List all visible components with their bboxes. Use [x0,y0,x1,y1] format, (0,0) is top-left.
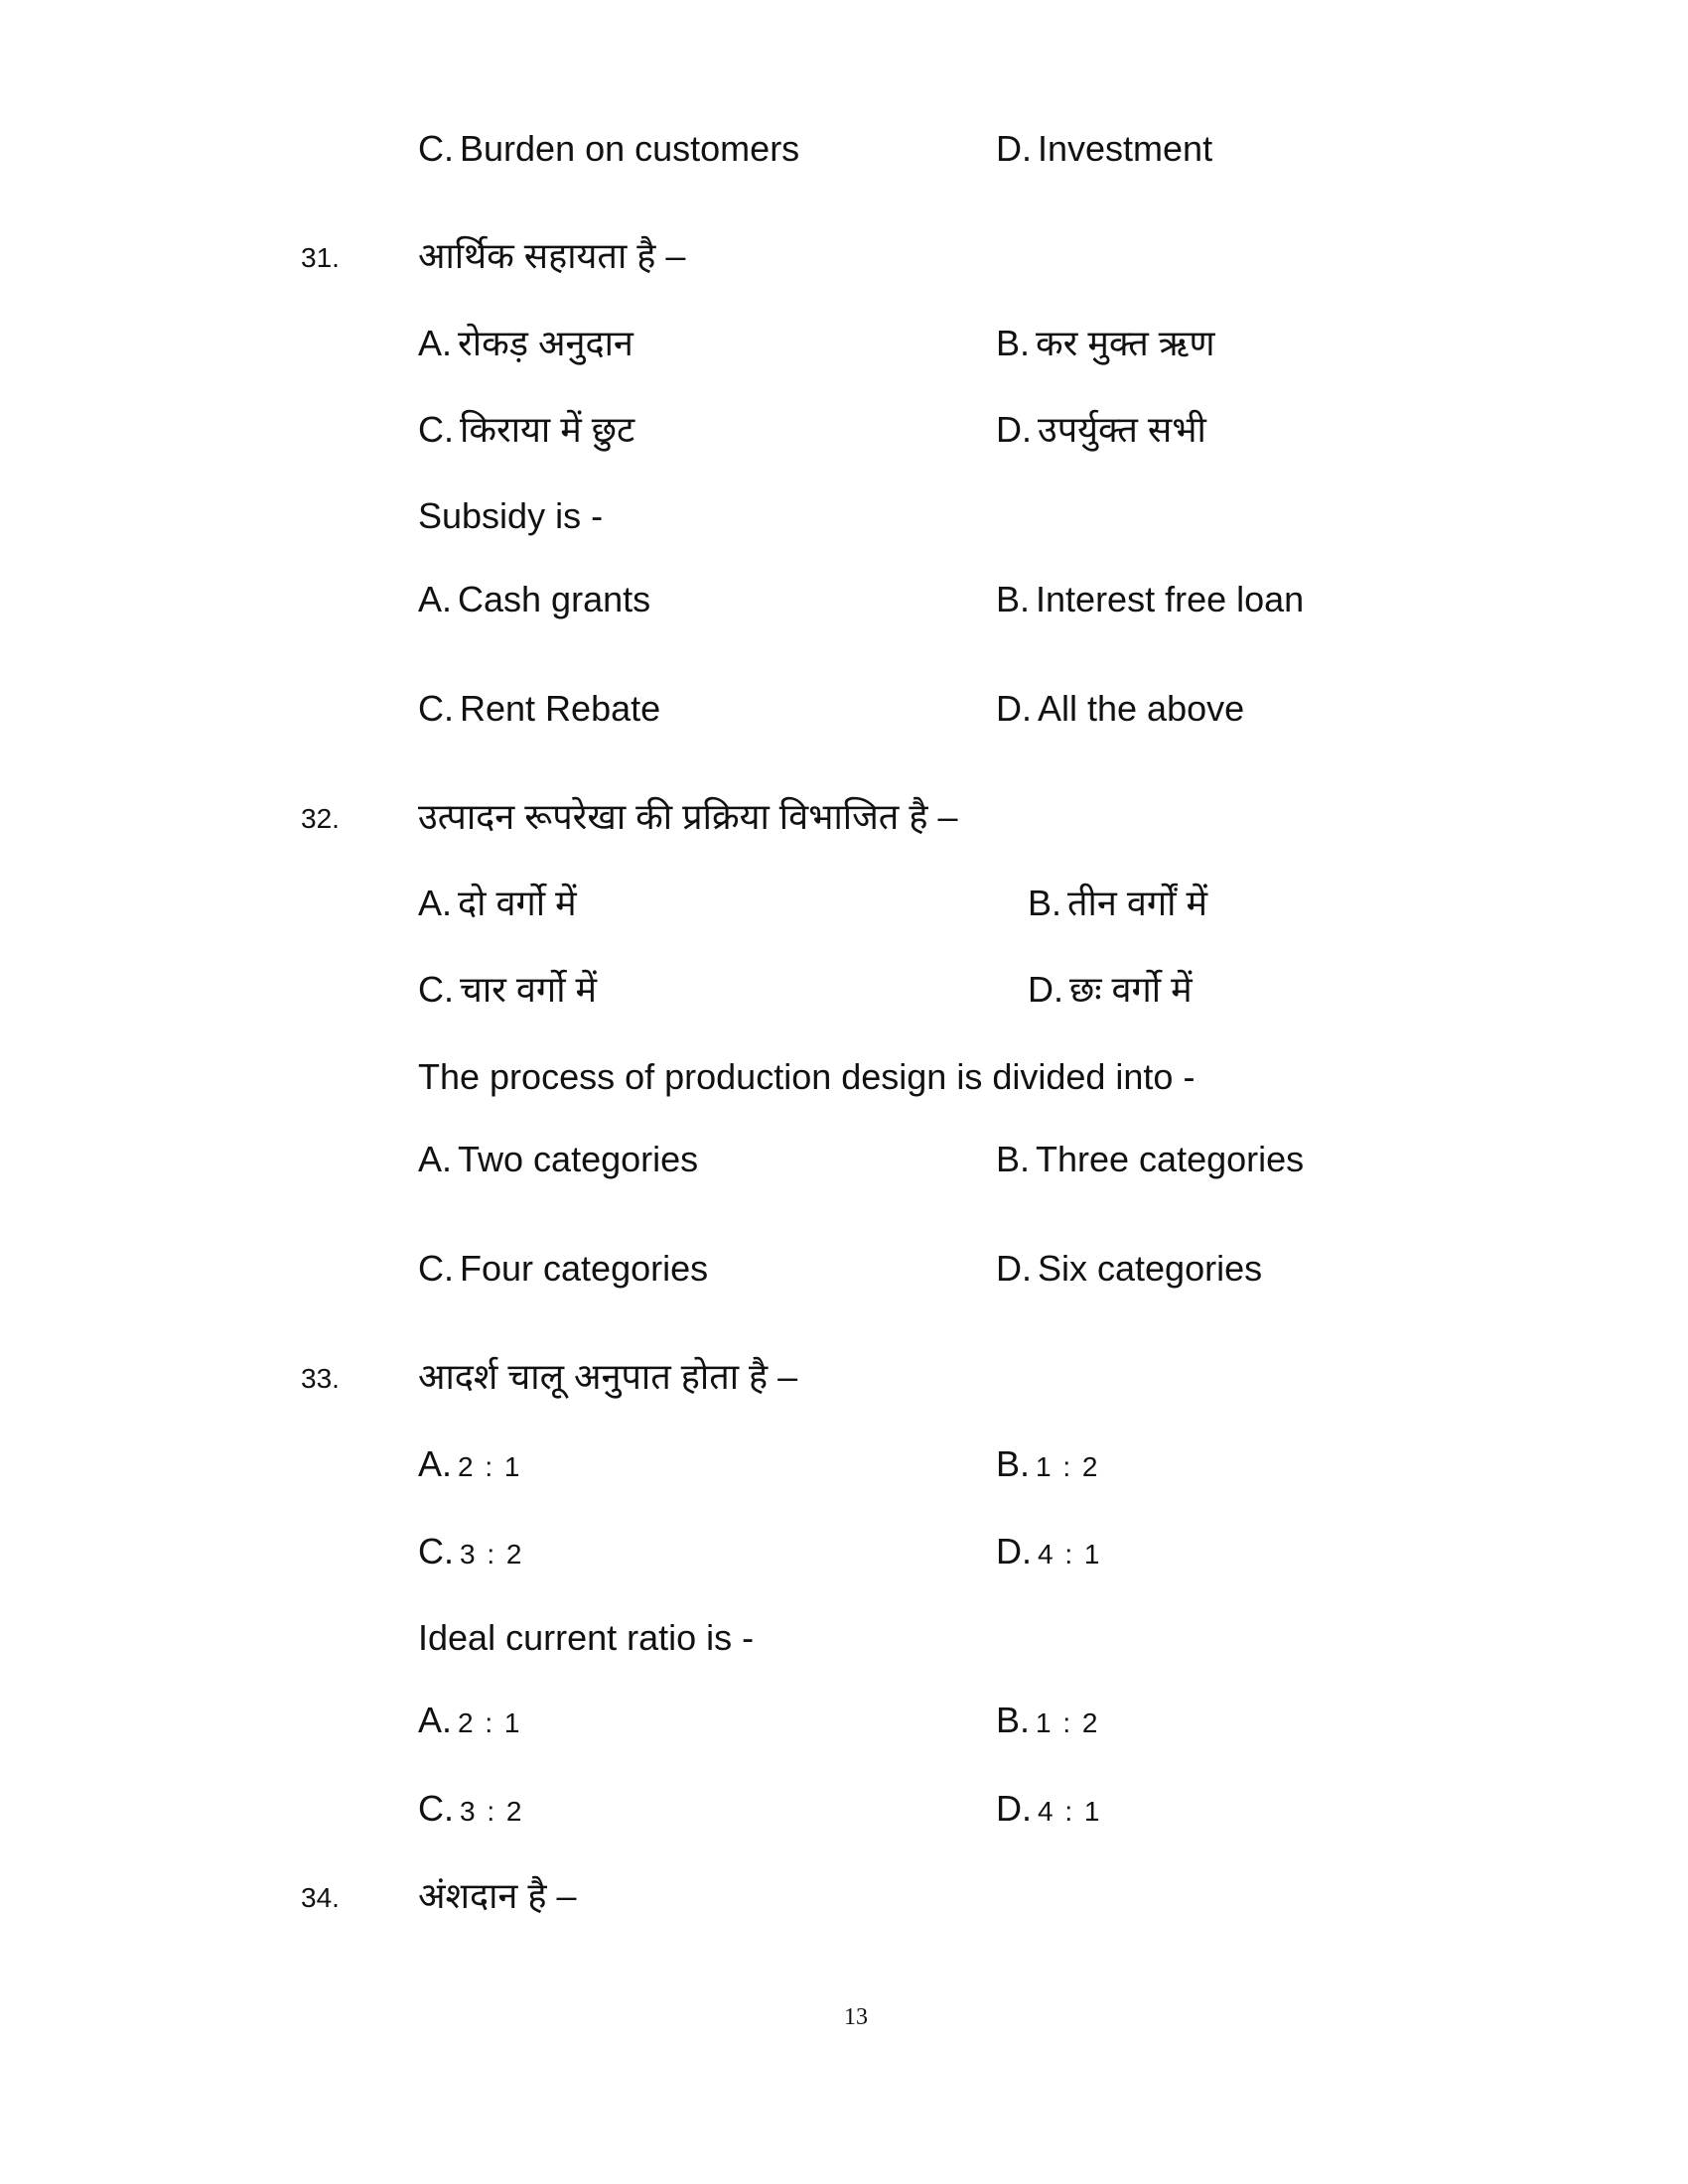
option-letter: A. [418,1700,453,1740]
question-number-33: 33. [301,1363,340,1394]
option-text: कर मुक्त ऋण [1036,323,1215,363]
question-31-english-prompt: Subsidy is - [418,495,604,536]
option-text: Four categories [460,1248,709,1289]
option-text: Rent Rebate [460,688,661,729]
q33-hindi-option-b [996,1442,1100,1489]
option-letter: C. [418,1531,454,1571]
option-text: उपर्युक्त सभी [1038,409,1206,450]
option-letter: C. [418,969,454,1010]
q33-hindi-option-a [418,1442,522,1489]
option-letter: C. [418,409,454,450]
option-text: किराया में छुट [460,409,635,450]
option-text: तीन वर्गों में [1067,883,1207,923]
q33-english-option-a [418,1699,522,1745]
question-31-hindi-prompt: आर्थिक सहायता है – [418,235,686,276]
option-letter: A. [418,1443,453,1484]
option-text: 1 : 2 [1036,1707,1100,1738]
option-text: 3 : 2 [460,1796,524,1827]
option-d-prev [996,127,1212,171]
option-text: चार वर्गो में [460,969,598,1010]
option-letter: A. [418,579,453,619]
option-text: Two categories [458,1139,699,1179]
option-letter: C. [418,128,454,169]
option-text: Cash grants [458,579,651,619]
option-text: दो वर्गो में [458,883,577,923]
q31-hindi-option-a [418,322,633,365]
q31-hindi-option-c [418,408,634,452]
option-text: 3 : 2 [460,1539,524,1570]
option-letter: A. [418,883,453,923]
option-text: Three categories [1036,1139,1305,1179]
q32-hindi-option-d [1028,968,1193,1012]
q33-english-option-b [996,1699,1100,1745]
option-text: All the above [1038,688,1245,729]
option-text: Six categories [1038,1248,1263,1289]
option-text: Interest free loan [1036,579,1305,619]
option-c-prev [418,127,799,171]
option-text: Burden on customers [460,128,800,169]
q32-hindi-option-c [418,968,597,1012]
option-letter: B. [996,323,1031,363]
option-letter: D. [996,1788,1032,1829]
option-letter: D. [996,688,1032,729]
q31-hindi-option-d [996,408,1206,452]
question-number-31: 31. [301,242,340,273]
option-letter: C. [418,688,454,729]
option-text: 2 : 1 [458,1707,522,1738]
option-letter: B. [1028,883,1062,923]
q32-english-option-a [418,1138,698,1181]
q33-english-option-d [996,1787,1101,1834]
q33-hindi-option-d [996,1530,1101,1576]
option-letter: D. [996,1248,1032,1289]
option-letter: B. [996,1700,1031,1740]
option-letter: A. [418,323,453,363]
option-letter: C. [418,1248,454,1289]
option-letter: D. [996,1531,1032,1571]
option-text: रोकड़ अनुदान [458,323,633,363]
question-32-english-prompt: The process of production design is divided into - [418,1056,1196,1097]
q32-english-option-c [418,1247,708,1291]
question-33-hindi-prompt: आदर्श चालू अनुपात होता है – [418,1356,798,1397]
q31-english-option-b [996,578,1304,621]
question-33-english-prompt: Ideal current ratio is - [418,1617,755,1658]
question-32-hindi-prompt: उत्पादन रूपरेखा की प्रक्रिया विभाजित है – [418,796,958,837]
q32-hindi-option-b [1028,882,1207,925]
question-number-34: 34. [301,1882,340,1913]
q33-hindi-option-c [418,1530,523,1576]
q31-english-option-d [996,687,1244,731]
option-letter: C. [418,1788,454,1829]
q33-english-option-c [418,1787,523,1834]
option-text: 1 : 2 [1036,1451,1100,1482]
option-text: 2 : 1 [458,1451,522,1482]
q32-english-option-b [996,1138,1304,1181]
option-letter: D. [1028,969,1063,1010]
q32-english-option-d [996,1247,1262,1291]
option-text: Investment [1038,128,1213,169]
option-text: 4 : 1 [1038,1539,1102,1570]
option-letter: B. [996,1139,1031,1179]
q31-hindi-option-b [996,322,1214,365]
option-text: 4 : 1 [1038,1796,1102,1827]
option-letter: D. [996,128,1032,169]
q31-english-option-c [418,687,660,731]
option-letter: D. [996,409,1032,450]
q31-english-option-a [418,578,650,621]
option-text: छः वर्गो में [1069,969,1193,1010]
q32-hindi-option-a [418,882,577,925]
option-letter: A. [418,1139,453,1179]
question-34-hindi-prompt: अंशदान है – [418,1875,577,1916]
page-number: 13 [844,2004,868,2030]
question-number-32: 32. [301,803,340,834]
option-letter: B. [996,1443,1031,1484]
option-letter: B. [996,579,1031,619]
